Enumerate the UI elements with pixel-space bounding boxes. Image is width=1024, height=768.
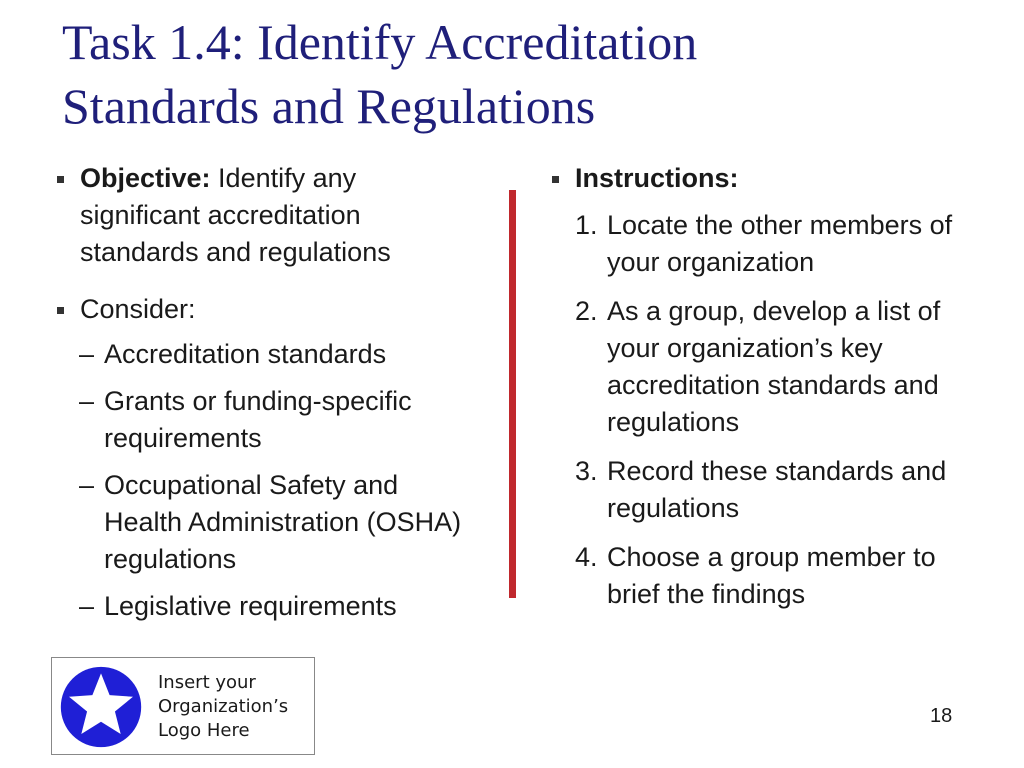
step-text: Choose a group member to brief the findings [607, 542, 936, 609]
step-number: 2. [575, 296, 598, 326]
dash-marker: – [79, 386, 95, 416]
instructions-list [550, 207, 990, 613]
column-divider [509, 190, 516, 598]
step-number: 1. [575, 210, 598, 240]
slide-title-line-1: Task 1.4: Identify Accreditation [62, 14, 698, 70]
left-column [55, 160, 475, 625]
objective-label: Objective: [80, 163, 211, 193]
objective-text: Identify any significant accreditation standards and regulations [80, 163, 391, 267]
page-number: 18 [930, 705, 953, 727]
logo-text-line-3: Logo Here [158, 720, 250, 741]
objective-bullet [55, 160, 475, 271]
consider-item [55, 383, 475, 457]
step-number: 4. [575, 542, 598, 572]
instruction-step [550, 453, 990, 527]
logo-text-line-2: Organization’s [158, 696, 289, 717]
consider-item [55, 588, 475, 625]
slide-title [62, 10, 962, 138]
step-number: 3. [575, 456, 598, 486]
consider-item [55, 336, 475, 373]
star-logo-icon [60, 666, 142, 748]
instruction-step [550, 293, 990, 441]
instruction-step [550, 207, 990, 281]
slide-title-line-2: Standards and Regulations [62, 78, 596, 134]
right-column [550, 160, 990, 613]
logo-text-line-1: Insert your [158, 672, 256, 693]
instructions-bullet [550, 160, 990, 197]
consider-label: Consider: [80, 294, 196, 324]
consider-item-text: Accreditation standards [104, 339, 387, 369]
step-text: As a group, develop a list of your organization’s key accreditation standards and regulations [607, 296, 941, 437]
consider-item-text: Legislative requirements [104, 591, 397, 621]
dash-marker: – [79, 339, 95, 369]
step-text: Locate the other members of your organization [607, 210, 953, 277]
logo-placeholder-text [158, 671, 288, 743]
consider-item-text: Grants or funding-specific requirements [104, 386, 412, 453]
dash-marker: – [79, 591, 95, 621]
consider-item [55, 467, 475, 578]
step-text: Record these standards and regulations [607, 456, 947, 523]
consider-item-text: Occupational Safety and Health Administration (OSHA) regulations [104, 470, 462, 574]
consider-bullet [55, 291, 475, 328]
dash-marker: – [79, 470, 95, 500]
instruction-step [550, 539, 990, 613]
logo-placeholder [51, 657, 315, 755]
instructions-label: Instructions: [575, 163, 739, 193]
